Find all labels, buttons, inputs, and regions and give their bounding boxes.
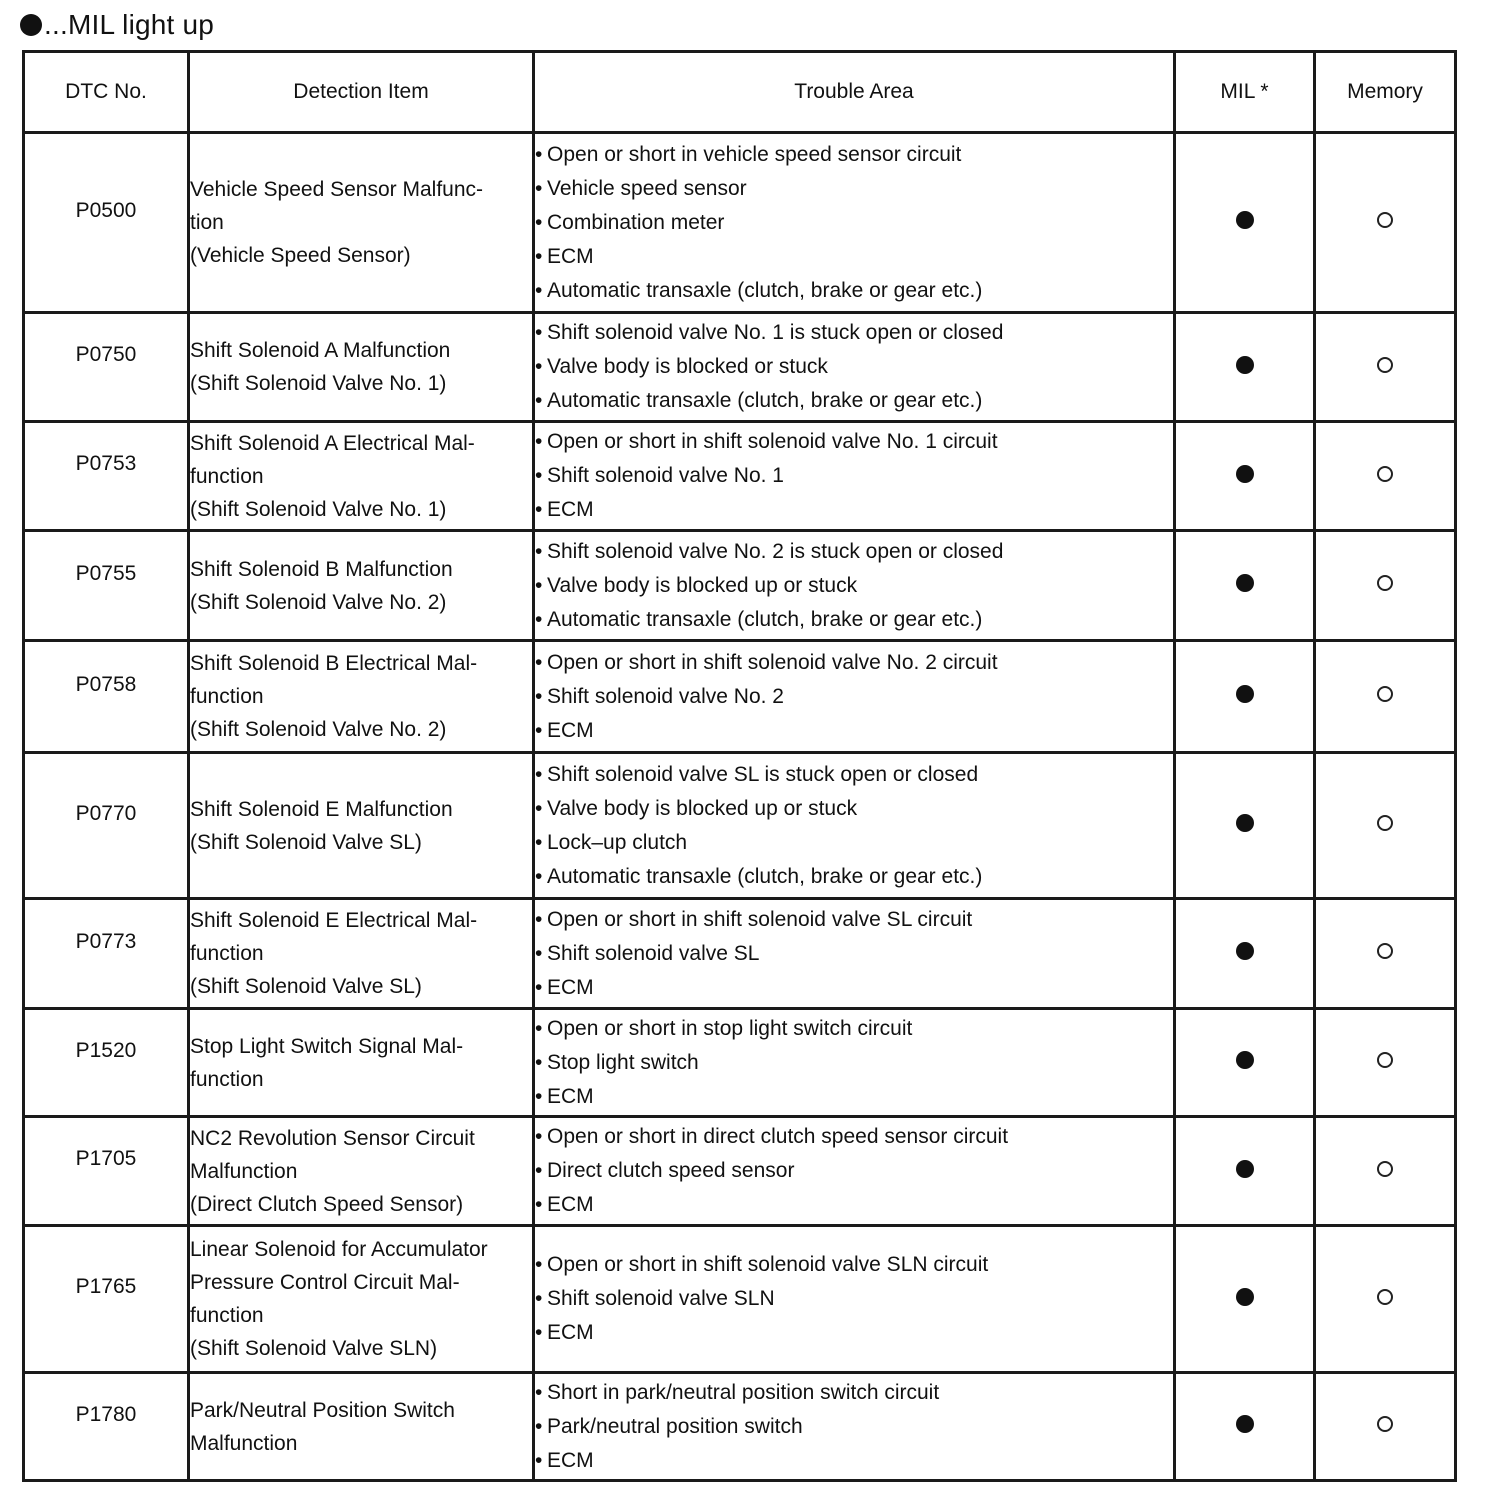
trouble-area-cell	[534, 1226, 1175, 1373]
dtc-code-cell	[24, 1117, 189, 1226]
mil-cell	[1175, 422, 1315, 531]
detection-item-cell	[189, 1373, 534, 1481]
trouble-area-item: • Valve body is blocked up or stuck	[535, 569, 1173, 603]
trouble-area-item: • Shift solenoid valve No. 2	[535, 680, 1173, 714]
trouble-area-item: • Shift solenoid valve SL	[535, 937, 1173, 971]
detection-item-cell	[189, 1009, 534, 1117]
detection-item-line: (Shift Solenoid Valve No. 1)	[190, 372, 447, 395]
mil-cell	[1175, 641, 1315, 753]
detection-item-cell	[189, 641, 534, 753]
detection-item-line: Shift Solenoid A Malfunction	[190, 339, 451, 362]
detection-item-line: function	[190, 1067, 264, 1091]
detection-item-cell	[189, 1117, 534, 1226]
trouble-area-cell	[534, 899, 1175, 1009]
dtc-code: P0773	[75, 929, 137, 953]
trouble-area-item: • ECM	[535, 1444, 1173, 1478]
detection-item-line: Shift Solenoid A Electrical Mal-	[190, 431, 475, 455]
dtc-code-cell	[24, 1226, 189, 1373]
dtc-code: P0750	[75, 343, 137, 366]
dtc-code-cell	[24, 753, 189, 899]
mil-legend	[20, 6, 214, 44]
trouble-area-item: • ECM	[535, 1188, 1173, 1222]
memory-cell	[1315, 422, 1456, 531]
detection-item-cell	[189, 753, 534, 899]
table-row	[24, 133, 1456, 313]
detection-item-cell	[189, 899, 534, 1009]
memory-cell	[1315, 1226, 1456, 1373]
trouble-area-cell	[534, 1373, 1175, 1481]
dtc-code: P1705	[75, 1147, 137, 1170]
detection-item-line: tion	[190, 211, 224, 234]
filled-circle-icon	[1236, 942, 1254, 960]
dtc-table	[22, 50, 1457, 1482]
mil-cell	[1175, 313, 1315, 422]
trouble-area-cell	[534, 531, 1175, 641]
mil-cell	[1175, 753, 1315, 899]
mil-cell	[1175, 1226, 1315, 1373]
detection-item-line: (Direct Clutch Speed Sensor)	[190, 1192, 464, 1216]
memory-cell	[1315, 753, 1456, 899]
trouble-area-item: • Shift solenoid valve SL is stuck open or closed	[535, 758, 1173, 792]
memory-cell	[1315, 899, 1456, 1009]
hollow-circle-icon	[1377, 815, 1393, 831]
detection-item-line: Shift Solenoid E Electrical Mal-	[190, 909, 478, 932]
detection-item-line: Vehicle Speed Sensor Malfunc-	[190, 178, 484, 201]
memory-cell	[1315, 313, 1456, 422]
trouble-area-item: • Shift solenoid valve SLN	[535, 1282, 1173, 1316]
trouble-area-item: • Park/neutral position switch	[535, 1410, 1173, 1444]
trouble-area-item: • Open or short in shift solenoid valve No. 1 circuit	[535, 425, 1173, 459]
trouble-area-item: • Short in park/neutral position switch circuit	[535, 1376, 1173, 1410]
trouble-area-item: • ECM	[535, 1080, 1173, 1114]
filled-circle-icon	[1236, 1160, 1254, 1178]
trouble-area-item: • Open or short in stop light switch circuit	[535, 1012, 1173, 1046]
trouble-area-item: • Automatic transaxle (clutch, brake or gear etc.)	[535, 384, 1173, 418]
detection-item-line: Shift Solenoid B Malfunction	[190, 557, 453, 581]
filled-circle-icon	[1236, 685, 1254, 703]
trouble-area-cell	[534, 422, 1175, 531]
trouble-area-cell	[534, 1117, 1175, 1226]
detection-item-line: (Shift Solenoid Valve No. 2)	[190, 718, 447, 741]
detection-item-line: function	[190, 1304, 264, 1327]
dtc-code-cell	[24, 1009, 189, 1117]
table-row	[24, 641, 1456, 753]
filled-circle-icon	[1236, 574, 1254, 592]
detection-item-cell	[189, 422, 534, 531]
trouble-area-cell	[534, 133, 1175, 313]
dtc-code-cell	[24, 1373, 189, 1481]
detection-item-line: Malfunction	[190, 1431, 298, 1455]
trouble-area-item: • Open or short in shift solenoid valve No. 2 circuit	[535, 646, 1173, 680]
header-memory: Memory	[1315, 52, 1456, 133]
table-row	[24, 531, 1456, 641]
mil-cell	[1175, 133, 1315, 313]
trouble-area-item: • Open or short in vehicle speed sensor circuit	[535, 138, 1173, 172]
memory-cell	[1315, 1009, 1456, 1117]
table-row	[24, 1373, 1456, 1481]
table-row	[24, 899, 1456, 1009]
trouble-area-item: • Valve body is blocked up or stuck	[535, 792, 1173, 826]
detection-item-line: Pressure Control Circuit Mal-	[190, 1271, 460, 1294]
dtc-code-cell	[24, 531, 189, 641]
detection-item-line: Linear Solenoid for Accumulator	[190, 1238, 488, 1261]
detection-item-cell	[189, 313, 534, 422]
mil-cell	[1175, 1009, 1315, 1117]
hollow-circle-icon	[1377, 1416, 1393, 1432]
mil-cell	[1175, 899, 1315, 1009]
trouble-area-item: • Stop light switch	[535, 1046, 1173, 1080]
detection-item-line: function	[190, 464, 264, 488]
trouble-area-item: • Shift solenoid valve No. 1	[535, 459, 1173, 493]
mil-cell	[1175, 1373, 1315, 1481]
dtc-code: P0753	[75, 452, 137, 475]
detection-item-line: Shift Solenoid E Malfunction	[190, 797, 453, 821]
table-row	[24, 422, 1456, 531]
dtc-code: P0758	[75, 672, 137, 696]
detection-item-line: Malfunction	[190, 1159, 298, 1183]
dtc-code: P0500	[75, 198, 137, 222]
detection-item-line: (Shift Solenoid Valve SLN)	[190, 1337, 438, 1360]
memory-cell	[1315, 531, 1456, 641]
trouble-area-item: • Vehicle speed sensor	[535, 172, 1173, 206]
dtc-code: P0755	[75, 561, 137, 585]
mil-cell	[1175, 1117, 1315, 1226]
dtc-code-cell	[24, 641, 189, 753]
dtc-code-cell	[24, 133, 189, 313]
detection-item-line: (Shift Solenoid Valve No. 1)	[190, 497, 447, 521]
table-row	[24, 313, 1456, 422]
detection-item-cell	[189, 1226, 534, 1373]
filled-circle-icon	[1236, 211, 1254, 229]
filled-circle-icon	[1236, 465, 1254, 483]
trouble-area-item: • Shift solenoid valve No. 1 is stuck open or closed	[535, 316, 1173, 350]
trouble-area-item: • Automatic transaxle (clutch, brake or gear etc.)	[535, 274, 1173, 308]
hollow-circle-icon	[1377, 575, 1393, 591]
hollow-circle-icon	[1377, 1052, 1393, 1068]
dtc-code: P1780	[75, 1402, 137, 1426]
trouble-area-item: • ECM	[535, 493, 1173, 527]
trouble-area-item: • ECM	[535, 240, 1173, 274]
header-detection-item: Detection Item	[189, 52, 534, 133]
dtc-code-cell	[24, 313, 189, 422]
hollow-circle-icon	[1377, 943, 1393, 959]
trouble-area-item: • ECM	[535, 714, 1173, 748]
filled-circle-icon	[1236, 1051, 1254, 1069]
detection-item-line: Stop Light Switch Signal Mal-	[190, 1034, 464, 1058]
hollow-circle-icon	[1377, 686, 1393, 702]
table-row	[24, 1226, 1456, 1373]
detection-item-line: (Shift Solenoid Valve No. 2)	[190, 590, 447, 614]
dtc-code-cell	[24, 899, 189, 1009]
table-row	[24, 1009, 1456, 1117]
detection-item-line: function	[190, 685, 264, 708]
mil-cell	[1175, 531, 1315, 641]
hollow-circle-icon	[1377, 1161, 1393, 1177]
hollow-circle-icon	[1377, 466, 1393, 482]
trouble-area-item: • Open or short in direct clutch speed sensor circuit	[535, 1120, 1173, 1154]
memory-cell	[1315, 641, 1456, 753]
detection-item-line: (Shift Solenoid Valve SL)	[190, 975, 422, 998]
header-trouble-area: Trouble Area	[534, 52, 1175, 133]
trouble-area-cell	[534, 753, 1175, 899]
memory-cell	[1315, 133, 1456, 313]
trouble-area-item: • Valve body is blocked or stuck	[535, 350, 1173, 384]
filled-circle-icon	[1236, 1415, 1254, 1433]
trouble-area-item: • Automatic transaxle (clutch, brake or gear etc.)	[535, 603, 1173, 637]
trouble-area-cell	[534, 641, 1175, 753]
dtc-code-cell	[24, 422, 189, 531]
trouble-area-cell	[534, 1009, 1175, 1117]
header-dtc-no: DTC No.	[24, 52, 189, 133]
trouble-area-item: • Open or short in shift solenoid valve SL circuit	[535, 903, 1173, 937]
trouble-area-item: • Open or short in shift solenoid valve SLN circuit	[535, 1248, 1173, 1282]
detection-item-line: (Vehicle Speed Sensor)	[190, 244, 411, 267]
detection-item-line: Shift Solenoid B Electrical Mal-	[190, 652, 478, 675]
hollow-circle-icon	[1377, 357, 1393, 373]
trouble-area-item: • ECM	[535, 1316, 1173, 1350]
detection-item-line: NC2 Revolution Sensor Circuit	[190, 1126, 475, 1150]
trouble-area-item: • ECM	[535, 971, 1173, 1005]
hollow-circle-icon	[1377, 1289, 1393, 1305]
detection-item-line: (Shift Solenoid Valve SL)	[190, 830, 422, 854]
detection-item-line: Park/Neutral Position Switch	[190, 1398, 455, 1422]
dtc-code: P0770	[75, 801, 137, 825]
detection-item-line: function	[190, 942, 264, 965]
filled-circle-icon	[1236, 1288, 1254, 1306]
memory-cell	[1315, 1373, 1456, 1481]
filled-circle-icon	[20, 14, 42, 36]
trouble-area-item: • Lock–up clutch	[535, 826, 1173, 860]
dtc-code: P1520	[75, 1038, 137, 1062]
header-row	[24, 52, 1456, 133]
trouble-area-item: • Shift solenoid valve No. 2 is stuck open or closed	[535, 535, 1173, 569]
filled-circle-icon	[1236, 814, 1254, 832]
filled-circle-icon	[1236, 356, 1254, 374]
trouble-area-cell	[534, 313, 1175, 422]
table-row	[24, 753, 1456, 899]
trouble-area-item: • Automatic transaxle (clutch, brake or gear etc.)	[535, 860, 1173, 894]
table-body	[24, 133, 1456, 1481]
table-row	[24, 1117, 1456, 1226]
trouble-area-item: • Direct clutch speed sensor	[535, 1154, 1173, 1188]
legend-text: ...MIL light up	[44, 9, 215, 40]
memory-cell	[1315, 1117, 1456, 1226]
trouble-area-item: • Combination meter	[535, 206, 1173, 240]
header-mil: MIL *	[1175, 52, 1315, 133]
detection-item-cell	[189, 133, 534, 313]
hollow-circle-icon	[1377, 212, 1393, 228]
dtc-code: P1765	[75, 1275, 137, 1298]
detection-item-cell	[189, 531, 534, 641]
